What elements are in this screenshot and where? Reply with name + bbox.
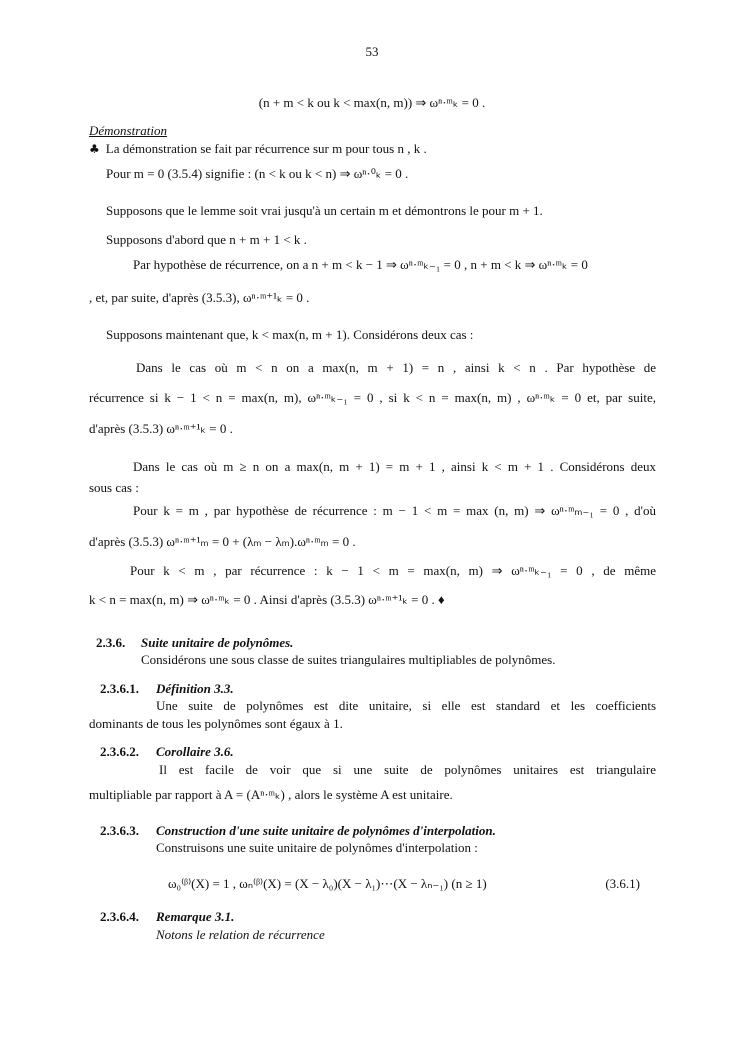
section-title: Construction d'une suite unitaire de polynômes d'interpolation. bbox=[156, 823, 496, 838]
section-number: 2.3.6.2. bbox=[100, 744, 139, 759]
equation-3-6-1: ω₀⁽ᵝ⁾(X) = 1 , ωₙ⁽ᵝ⁾(X) = (X − λ₀)(X − λ₁)⋯(X − λₙ₋₁) (n ≥ 1) bbox=[168, 876, 487, 891]
subcase1-line-1: Pour k = m , par hypothèse de récurrence : m − 1 < m = max (n, m) ⇒ ωⁿ·ᵐₘ₋₁ = 0 , d'où bbox=[133, 503, 656, 518]
remark-heading bbox=[100, 909, 234, 925]
subcase2-line-1: Pour k < m , par récurrence : k − 1 < m = max(n, m) ⇒ ωⁿ·ᵐₖ₋₁ = 0 , de même bbox=[130, 563, 656, 578]
corollary-heading bbox=[100, 744, 234, 760]
section-title: Corollaire 3.6. bbox=[156, 744, 234, 759]
suppose-line-3: Supposons maintenant que, k < max(n, m + 1). Considérons deux cas : bbox=[106, 327, 474, 342]
club-icon: ♣ bbox=[89, 142, 100, 156]
equation-3-6-1-tag: (3.6.1) bbox=[605, 876, 640, 891]
page-number: 53 bbox=[365, 44, 379, 59]
section-title: Suite unitaire de polynômes. bbox=[141, 635, 294, 650]
section-title: Définition 3.3. bbox=[156, 681, 234, 696]
section-number: 2.3.6. bbox=[96, 635, 126, 650]
suppose-line-2: Supposons d'abord que n + m + 1 < k . bbox=[106, 232, 307, 247]
construction-body: Construisons une suite unitaire de polynômes d'interpolation : bbox=[156, 840, 478, 855]
subcase1-line-2: d'après (3.5.3) ωⁿ·ᵐ⁺¹ₘ = 0 + (λₘ − λₘ).ωⁿ·ᵐₘ = 0 . bbox=[89, 534, 356, 549]
construction-heading bbox=[100, 823, 496, 839]
demonstration-line-1 bbox=[89, 141, 427, 157]
hypothesis-line-1: Par hypothèse de récurrence, on a n + m < k − 1 ⇒ ωⁿ·ᵐₖ₋₁ = 0 , n + m < k ⇒ ωⁿ·ᵐₖ = 0 bbox=[133, 257, 588, 272]
case2-line-2: sous cas : bbox=[89, 480, 139, 495]
section-number: 2.3.6.1. bbox=[100, 681, 139, 696]
demonstration-line-2: Pour m = 0 (3.5.4) signifie : (n < k ou k < n) ⇒ ωⁿ·⁰ₖ = 0 . bbox=[106, 166, 409, 181]
demonstration-title: Démonstration bbox=[89, 123, 167, 138]
case1-line-2: récurrence si k − 1 < n = max(n, m), ωⁿ·ᵐₖ₋₁ = 0 , si k < n = max(n, m) , ωⁿ·ᵐₖ = 0 et, par suite, bbox=[89, 390, 656, 405]
corollary-line-2: multipliable par rapport à A = (Aⁿ·ᵐₖ) , alors le système A est unitaire. bbox=[89, 787, 453, 802]
definition-line-2: dominants de tous les polynômes sont égaux à 1. bbox=[89, 716, 343, 731]
definition-line-1: Une suite de polynômes est dite unitaire, si elle est standard et les coefficients bbox=[156, 698, 656, 713]
section-number: 2.3.6.3. bbox=[100, 823, 139, 838]
case2-line-1: Dans le cas où m ≥ n on a max(n, m + 1) = m + 1 , ainsi k < m + 1 . Considérons deux bbox=[133, 459, 656, 474]
case1-line-1: Dans le cas où m < n on a max(n, m + 1) = n , ainsi k < n . Par hypothèse de bbox=[136, 360, 656, 375]
equation-top: (n + m < k ou k < max(n, m)) ⇒ ωⁿ·ᵐₖ = 0 . bbox=[258, 95, 486, 110]
corollary-line-1: Il est facile de voir que si une suite de polynômes unitaires est triangulaire bbox=[159, 762, 656, 777]
demonstration-line-1-text: La démonstration se fait par récurrence sur m pour tous n , k . bbox=[105, 141, 427, 156]
section-2-3-6-body: Considérons une sous classe de suites triangulaires multipliables de polynômes. bbox=[141, 652, 556, 667]
subcase2-line-2: k < n = max(n, m) ⇒ ωⁿ·ᵐₖ = 0 . Ainsi d'après (3.5.3) ωⁿ·ᵐ⁺¹ₖ = 0 . ♦ bbox=[89, 592, 445, 607]
suppose-line-1: Supposons que le lemme soit vrai jusqu'à un certain m et démontrons le pour m + 1. bbox=[106, 203, 543, 218]
hypothesis-line-2: , et, par suite, d'après (3.5.3), ωⁿ·ᵐ⁺¹ₖ = 0 . bbox=[89, 290, 310, 305]
definition-heading bbox=[100, 681, 234, 697]
remark-body: Notons le relation de récurrence bbox=[156, 927, 325, 942]
section-title: Remarque 3.1. bbox=[156, 909, 235, 924]
section-2-3-6-heading bbox=[96, 635, 293, 651]
section-number: 2.3.6.4. bbox=[100, 909, 139, 924]
case1-line-3: d'après (3.5.3) ωⁿ·ᵐ⁺¹ₖ = 0 . bbox=[89, 421, 233, 436]
